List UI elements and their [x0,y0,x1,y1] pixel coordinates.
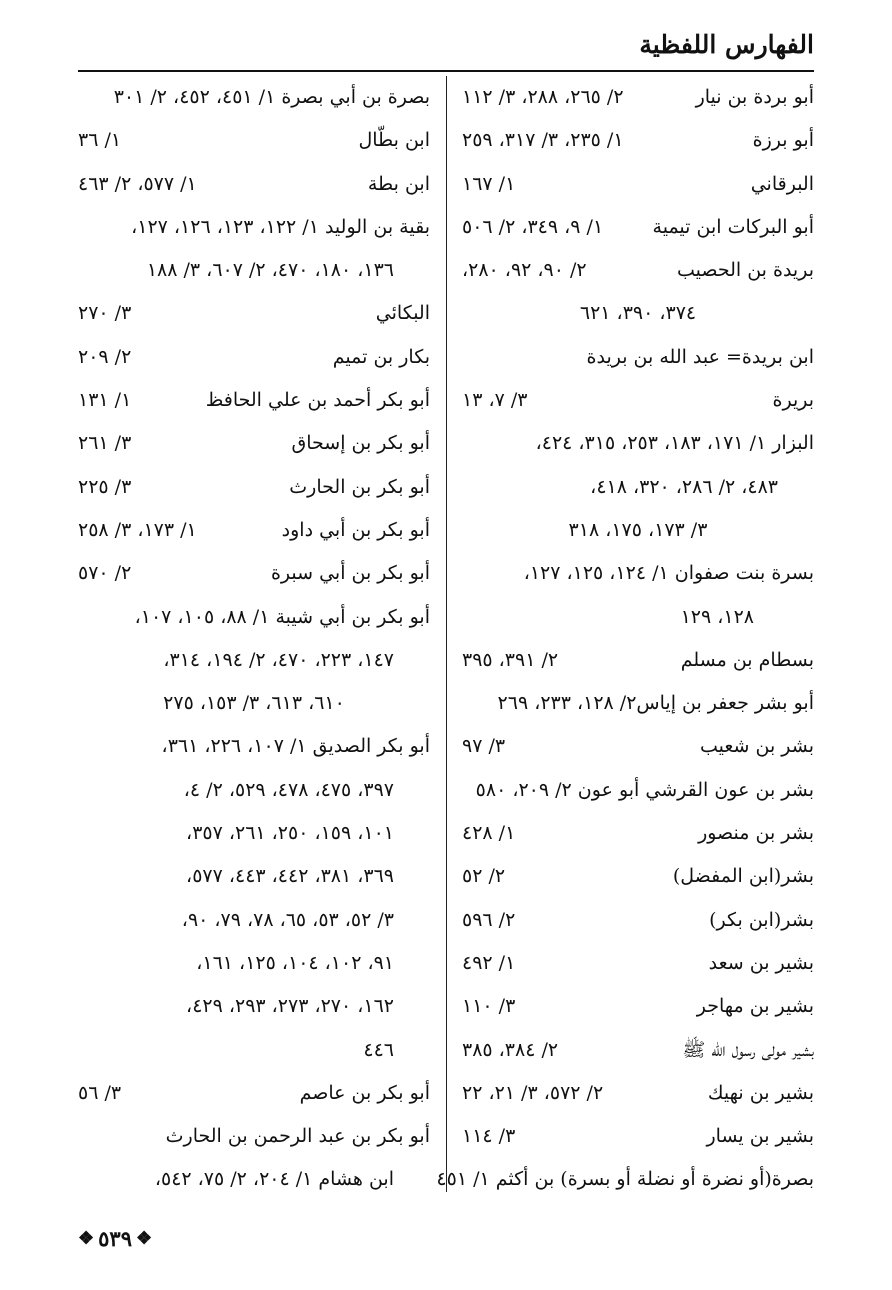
entry-refs: ٣/ ٩٧ [462,735,506,758]
index-entry [78,163,430,206]
entry-refs: ١/ ٤٩٢ [462,951,516,974]
entry-refs: ٢/ ٥٧٠ [78,562,132,585]
index-entry [462,725,814,768]
entry-refs: ١/ ٩، ٣٤٩، ٢/ ٥٠٦ [462,215,604,238]
index-entry [462,249,814,292]
entry-refs: ٢/ ٥٧٢، ٣/ ٢١، ٢٢ [462,1081,604,1104]
entry-name: أبو بردة بن نيار [695,86,814,108]
entry-name: بكار بن تميم [332,345,430,368]
entry-name: البكائي [375,302,430,325]
index-entry [78,552,430,595]
index-entry: بصرة(أو نضرة أو نضلة أو بسرة) بن أكثم ١/ ٤٥١ [436,1168,814,1191]
index-entry [462,1029,814,1072]
entry-refs: ٢/ ٥٩٦ [462,908,516,931]
index-entry: ٤٨٣، ٢/ ٢٨٦، ٣٢٠، ٤١٨، [590,475,778,498]
index-entry: ٣٧٤، ٣٩٠، ٦٢١ [579,302,697,325]
index-entry [78,379,430,422]
index-column-left [78,76,430,1202]
entry-name: بشر(ابن المفضل) [672,865,814,888]
index-entry [78,119,430,162]
entry-refs: ٣/ ٧، ١٣ [462,389,528,412]
index-entry: ٤٤٦ [363,1038,394,1061]
index-entry: أبو بكر بن عبد الرحمن بن الحارث [165,1125,430,1148]
entry-refs: ٢/ ٥٢ [462,865,506,888]
page-number: ٥٣٩ [98,1226,132,1251]
header-rule [78,70,814,72]
index-entry: ابن بريدة= عبد الله بن بريدة [586,345,814,368]
index-entry [462,985,814,1028]
index-entry: ٣/ ٥٢، ٥٣، ٦٥، ٧٨، ٧٩، ٩٠، [181,908,394,931]
index-entry [78,336,430,379]
entry-refs: ٢/ ٣٩١، ٣٩٥ [462,648,559,671]
entry-refs: ٣/ ٢٢٥ [78,475,132,498]
entry-refs: ١/ ١٣١ [78,389,132,412]
index-entry [462,812,814,855]
entry-refs: ١/ ٣٦ [78,129,122,152]
index-entry: ابن هشام ١/ ٢٠٤، ٢/ ٧٥، ٥٤٢، [154,1168,394,1191]
entry-name: بشير بن يسار [706,1125,814,1148]
entry-name: أبو بكر أحمد بن علي الحافظ [205,389,430,412]
ornament-icon: ❖ [78,1228,95,1249]
entry-refs: ١/ ١٧٣، ٣/ ٢٥٨ [78,518,197,541]
entry-name: بشير مولى رسول الله ﷺ [682,1038,814,1061]
index-entry [78,422,430,465]
entry-name: بشير بن سعد [708,951,814,974]
index-entry [462,639,814,682]
column-divider [446,76,447,1192]
index-entry: أبو بكر الصديق ١/ ١٠٧، ٢٢٦، ٣٦١، [161,735,430,758]
entry-refs: ٣/ ٥٦ [78,1081,122,1104]
index-entry: بسرة بنت صفوان ١/ ١٢٤، ١٢٥، ١٢٧، [523,562,814,585]
entry-refs: ١/ ٤٢٨ [462,822,516,845]
index-column-right [436,76,814,1202]
index-entry: ٣٩٧، ٤٧٥، ٤٧٨، ٥٢٩، ٢/ ٤، [183,778,394,801]
index-entry: بقية بن الوليد ١/ ١٢٢، ١٢٣، ١٢٦، ١٢٧، [131,215,430,238]
index-entry [78,1072,430,1115]
index-entry [462,119,814,162]
index-entry: ١٢٨، ١٢٩ [680,605,754,628]
index-entry: ١٣٦، ١٨٠، ٤٧٠، ٢/ ٦٠٧، ٣/ ١٨٨ [146,259,394,282]
index-entry [78,292,430,335]
entry-name: أبو برزة [752,129,814,152]
entry-refs: ٣/ ١١٤ [462,1125,516,1148]
index-entry: بشر بن عون القرشي أبو عون ٢/ ٢٠٩، ٥٨٠ [475,778,814,801]
entry-name: أبو بكر بن أبي داود [281,518,430,541]
entry-refs: ٢/ ٢٦٥، ٢٨٨، ٣/ ١١٢ [462,86,624,108]
index-entry: ٦١٠، ٦١٣، ٣/ ١٥٣، ٢٧٥ [163,692,345,715]
index-entry: ٣/ ١٧٣، ١٧٥، ٣١٨ [568,518,708,541]
index-entry: ١٤٧، ٢٢٣، ٤٧٠، ٢/ ١٩٤، ٣١٤، [163,648,394,671]
entry-refs: ١/ ٢٣٥، ٣/ ٣١٧، ٢٥٩ [462,129,624,152]
entry-name: البرقاني [750,172,814,195]
entry-refs: ٢/ ٣٨٤، ٣٨٥ [462,1038,559,1061]
entry-name: أبو بكر بن الحارث [289,475,430,498]
entry-name: ابن بطة [367,172,430,195]
entry-name: بريرة [772,389,814,412]
index-entry [462,206,814,249]
index-entry [462,1072,814,1115]
entry-name: ابن بطّال [358,129,430,152]
index-entry [462,899,814,942]
entry-name: أبو بكر بن عاصم [299,1081,430,1104]
index-entry: بصرة بن أبي بصرة ١/ ٤٥١، ٤٥٢، ٢/ ٣٠١ [113,86,430,108]
index-entry: أبو بكر بن أبي شيبة ١/ ٨٨، ١٠٥، ١٠٧، [134,605,430,628]
index-entry: أبو بشر جعفر بن إياس٢/ ١٢٨، ٢٣٣، ٢٦٩ [497,692,814,715]
entry-refs: ١/ ١٦٧ [462,172,516,195]
index-entry [462,76,814,119]
index-entry: البزار ١/ ١٧١، ١٨٣، ٢٥٣، ٣١٥، ٤٢٤، [535,432,814,455]
entry-refs: ٢/ ٩٠، ٩٢، ٢٨٠، [462,259,587,282]
entry-name: بشير بن نهيك [707,1081,814,1104]
page-header-title: الفهارس اللفظية [639,30,814,59]
index-entry [78,509,430,552]
index-entry [462,942,814,985]
index-entry [462,163,814,206]
index-entry [462,379,814,422]
entry-refs: ٣/ ٢٧٠ [78,302,132,325]
index-entry [462,855,814,898]
entry-name: بشر بن شعيب [699,735,814,758]
entry-name: أبو بكر بن أبي سبرة [270,562,430,585]
entry-refs: ٢/ ٢٠٩ [78,345,132,368]
entry-refs: ٣/ ٢٦١ [78,432,132,455]
entry-refs: ٣/ ١١٠ [462,995,516,1018]
entry-name: أبو بكر بن إسحاق [291,432,430,455]
entry-refs: ١/ ٥٧٧، ٢/ ٤٦٣ [78,172,197,195]
entry-name: بشير بن مهاجر [696,995,814,1018]
entry-name: بريدة بن الحصيب [676,259,814,282]
page-number-block [78,1226,152,1251]
index-entry: ٣٦٩، ٣٨١، ٤٤٢، ٤٤٣، ٥٧٧، [186,865,394,888]
index-entry: ١٠١، ١٥٩، ٢٥٠، ٢٦١، ٣٥٧، [186,822,394,845]
index-entry: ٩١، ١٠٢، ١٠٤، ١٢٥، ١٦١، [196,951,394,974]
index-entry: ١٦٢، ٢٧٠، ٢٧٣، ٢٩٣، ٤٢٩، [186,995,394,1018]
index-entry [462,1115,814,1158]
entry-name: بسطام بن مسلم [680,648,814,671]
ornament-icon: ❖ [135,1228,153,1249]
entry-name: بشر بن منصور [698,822,814,845]
entry-name: أبو البركات ابن تيمية [652,215,814,238]
entry-name: بشر(ابن بكر) [709,908,814,931]
index-entry [78,466,430,509]
